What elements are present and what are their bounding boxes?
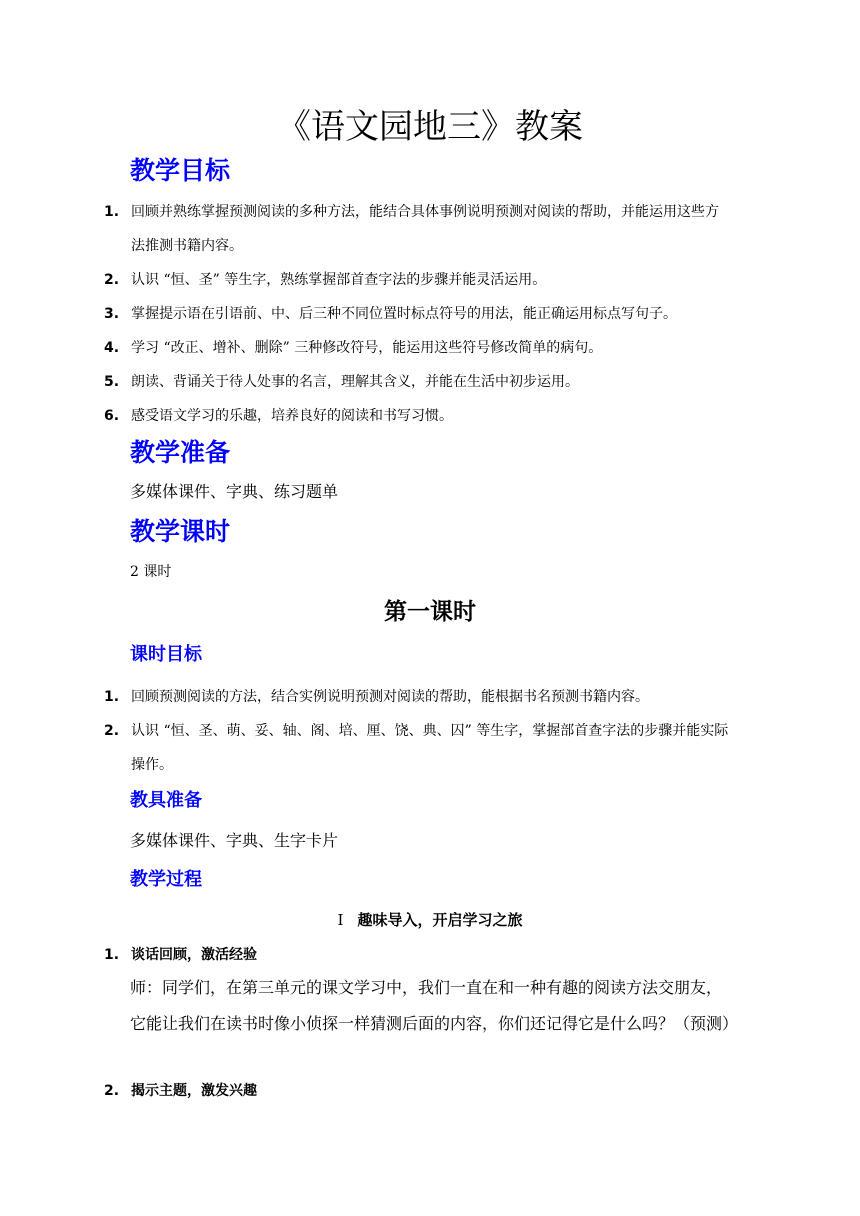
lesson-goals-heading: 课时目标 bbox=[130, 644, 202, 665]
list-text: 认识 “恒、圣、萌、妥、轴、阁、培、厘、饶、典、囚” 等生字，掌握部首查字法的步骤并能实际操作。 bbox=[131, 723, 729, 773]
step-heading bbox=[104, 1080, 734, 1102]
list-item bbox=[104, 297, 734, 331]
list-text: 朗读、背诵关于待人处事的名言，理解其含义，并能在生活中初步运用。 bbox=[131, 374, 579, 390]
list-item bbox=[104, 399, 734, 433]
list-item bbox=[104, 195, 734, 263]
teaching-hours-heading: 教学课时 bbox=[130, 517, 231, 546]
list-text: 回顾预测阅读的方法，结合实例说明预测对阅读的帮助，能根据书名预测书籍内容。 bbox=[131, 689, 649, 705]
list-number: 2. bbox=[104, 272, 120, 288]
list-number: 3. bbox=[104, 306, 120, 322]
lesson-one-heading: 第一课时 bbox=[384, 599, 476, 625]
list-number: 1. bbox=[104, 204, 120, 220]
teaching-prep-text: 多媒体课件、字典、练习题单 bbox=[130, 482, 339, 501]
part-one-heading bbox=[0, 909, 860, 931]
teaching-prep-heading: 教学准备 bbox=[130, 438, 231, 467]
list-number: 1. bbox=[104, 689, 120, 705]
step-number: 1. bbox=[104, 947, 120, 963]
step-title: 谈话回顾，激活经验 bbox=[131, 947, 257, 963]
list-item bbox=[104, 263, 734, 297]
part-one-roman-numeral: Ⅰ bbox=[337, 911, 344, 929]
list-text: 掌握提示语在引语前、中、后三种不同位置时标点符号的用法，能正确运用标点写句子。 bbox=[131, 306, 677, 322]
list-text: 感受语文学习的乐趣，培养良好的阅读和书写习惯。 bbox=[131, 408, 453, 424]
teaching-hours-text: 2 课时 bbox=[130, 564, 172, 580]
list-number: 2. bbox=[104, 723, 120, 739]
list-text: 认识 “恒、圣” 等生字，熟练掌握部首查字法的步骤并能灵活运用。 bbox=[131, 272, 547, 288]
list-number: 5. bbox=[104, 374, 120, 390]
part-one-title: 趣味导入，开启学习之旅 bbox=[357, 911, 523, 929]
list-item bbox=[104, 331, 734, 365]
teaching-goals-heading: 教学目标 bbox=[130, 156, 231, 185]
list-text: 回顾并熟练掌握预测阅读的多种方法，能结合具体事例说明预测对阅读的帮助，并能运用这些方法推测书籍内容。 bbox=[131, 204, 719, 254]
process-heading: 教学过程 bbox=[130, 869, 202, 890]
tools-heading: 教具准备 bbox=[130, 790, 202, 811]
list-item bbox=[104, 680, 734, 714]
step-heading bbox=[104, 944, 734, 966]
list-item bbox=[104, 365, 734, 399]
tools-text: 多媒体课件、字典、生字卡片 bbox=[130, 831, 339, 850]
list-number: 6. bbox=[104, 408, 120, 424]
list-text: 学习 “改正、增补、删除” 三种修改符号，能运用这些符号修改简单的病句。 bbox=[131, 340, 603, 356]
list-number: 4. bbox=[104, 340, 120, 356]
step-number: 2. bbox=[104, 1083, 120, 1099]
teacher-talk-paragraph: 师：同学们，在第三单元的课文学习中，我们一直在和一种有趣的阅读方法交朋友，它能让我们在读书时像小侦探一样猜测后面的内容，你们还记得它是什么吗？（预测） bbox=[130, 978, 739, 1033]
step-title: 揭示主题，激发兴趣 bbox=[131, 1083, 257, 1099]
document-title: 《语文园地三》教案 bbox=[277, 107, 583, 147]
list-item bbox=[104, 714, 734, 782]
